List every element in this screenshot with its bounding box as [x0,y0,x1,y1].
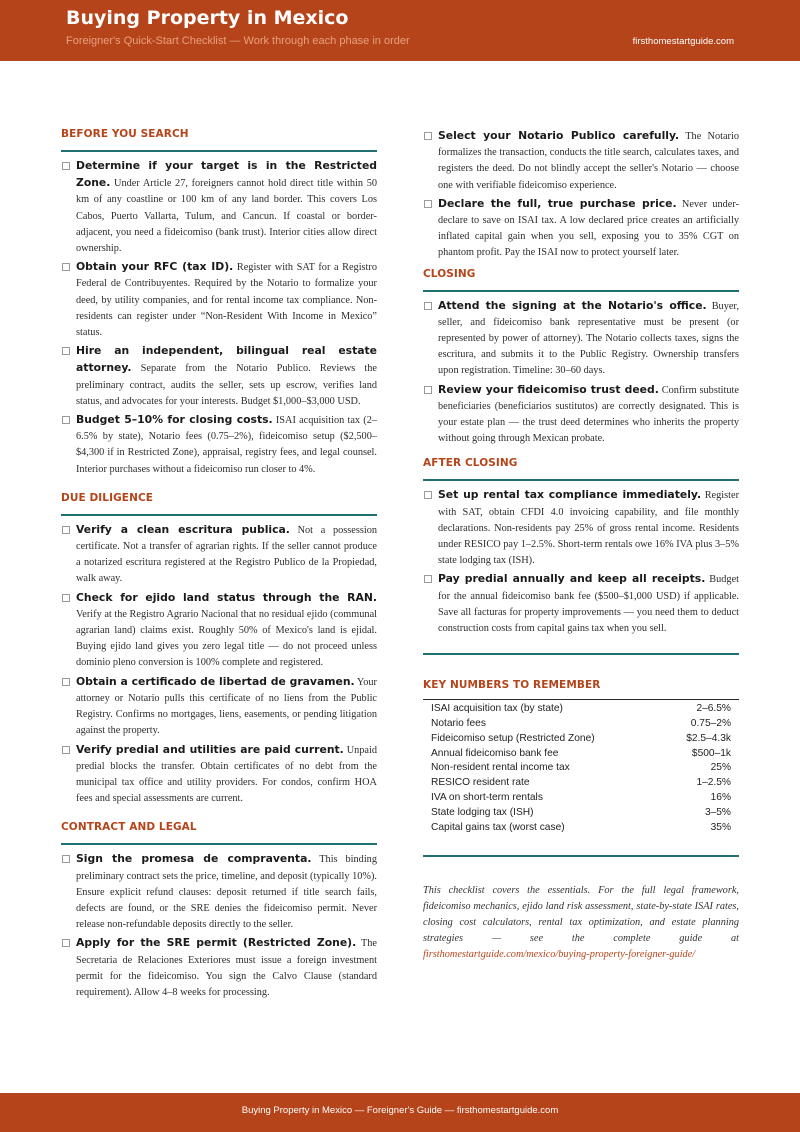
checklist-item [423,382,739,448]
checklist-item [61,412,377,478]
checklist-item-body: Your attorney or Notario pulls this certificate of no liens from the Public Registry. Confirms no mortgages, liens, easements, or pending litigation against the property. [76,676,377,737]
checklist-item-title: Set up rental tax compliance immediately. [438,488,702,502]
checklist-contract-and-legal [61,851,377,1001]
checklist-item [61,259,377,341]
page-header [0,0,800,61]
page-title: Buying Property in Mexico [66,7,349,29]
checklist-item-body: Never under-declare to save on ISAI tax. A low declared price creates an artificially inflated capital gain when you sell, exposing you to 35% CGT on phantom profit. Pay the ISAI now to protect yourself later. [438,198,740,259]
key-number-row [423,806,739,821]
key-number-value: 3–5% [704,806,731,818]
closing-note-text: This checklist covers the essentials. For the full legal framework, fideicomiso mechanics, ejido land risk assessment, state-by-state ISAI rates, closing cost calculators, rental tax optimization, and estate planning strategies — see the complete guide at [423,885,739,945]
checklist-item [61,935,377,1001]
checklist-after-closing [423,487,739,637]
checklist-item-title: Verify predial and utilities are paid current. [76,742,344,756]
section-heading-contract-and-legal: CONTRACT AND LEGAL [61,821,197,834]
checklist-item-body: Separate from the Notario Publico. Reviews the preliminary contract, audits the seller, sets up escrow, verifies land status, and advocates for your interests. Budget $1,000–$3,000 USD. [76,363,377,407]
checkbox[interactable] [62,746,70,754]
key-number-label: ISAI acquisition tax (by state) [431,703,563,715]
checklist-item-body: Buyer, seller, and fideicomiso bank representative must be present (or represented by power of attorney). The Notario collects taxes, signs the escritura, and submits it to the Public Registry. Ownership transfers upon registration. Timeline: 30–60 days. [438,300,740,377]
section-divider [423,479,739,481]
checkbox[interactable] [62,594,70,602]
checkbox[interactable] [424,302,432,310]
checklist-due-diligence [61,522,377,807]
section-divider [61,150,377,152]
key-number-row [423,791,739,806]
right-column [423,128,739,963]
checkbox[interactable] [62,939,70,947]
checklist-item [61,590,377,672]
checklist-item-body: Unpaid predial blocks the transfer. Obtain certificates of no debt from the municipal tax office and utility providers. For condos, confirm HOA fees and special assessments are current. [76,744,378,805]
checklist-before-you-search [61,158,377,478]
checklist-item-body: This binding preliminary contract sets the price, timeline, and deposit (typically 10%). Ensure explicit refund clauses: deposit returned if title search fails, defects are found, or the SRE denies the fideicomiso permit. Never release non-refundable deposits directly to the seller. [76,854,377,931]
checklist-item [61,851,377,933]
key-number-row [423,761,739,776]
key-number-value: 25% [710,762,731,774]
section-heading-after-closing: AFTER CLOSING [423,457,518,470]
section-divider [61,843,377,845]
checklist-item [423,487,739,569]
key-number-value: $500–1k [691,747,731,759]
checklist-item-title: Check for ejido land status through the RAN. [76,590,377,604]
checklist-item-title: Review your fideicomiso trust deed. [438,382,659,396]
page-footer [0,1093,800,1132]
checklist-item-body: Confirm substitute beneficiaries (beneficiarios sustitutos) are correctly designated. This is your estate plan — the trust deed determines who inherits the property without going through Mexican probate. [438,384,739,445]
checklist-item-title: Verify a clean escritura publica. [76,522,290,536]
closing-note [423,883,739,963]
key-number-value: 1–2.5% [696,777,731,789]
checklist-closing [423,298,739,448]
checklist-item [61,343,377,410]
checkbox[interactable] [62,678,70,686]
checkbox[interactable] [62,526,70,534]
checklist-item [423,298,739,380]
checklist-item-title: Attend the signing at the Notario's office. [438,298,707,312]
checklist-item-title: Sign the promesa de compraventa. [76,852,312,866]
section-heading-closing: CLOSING [423,267,476,280]
checklist-item [423,128,739,194]
key-number-row [423,732,739,747]
key-number-value: $2.5–4.3k [686,732,731,744]
checklist-item-title: Determine if your target is in the Restricted Zone. [76,159,377,190]
key-number-row [423,776,739,791]
guide-link[interactable]: firsthomestartguide.com/mexico/buying-property-foreigner-guide/ [423,949,696,961]
key-number-row [423,702,739,717]
checklist-item-title: Apply for the SRE permit (Restricted Zone). [76,936,357,950]
checklist-item-body: Under Article 27, foreigners cannot hold direct title within 50 km of any coastline or 100 km of any land border. This covers Los Cabos, Puerto Vallarta, Tulum, and Cancun. If coastal or border-adjacent, you need a fideicomiso (bank trust). Interior cities allow direct ownership. [76,178,377,255]
checklist-item-title: Hire an independent, bilingual real estate attorney. [76,344,377,375]
checkbox[interactable] [62,162,70,170]
checklist-item [61,674,377,740]
checklist-item-title: Pay predial annually and keep all receipts. [438,572,706,586]
checklist-item-body: ISAI acquisition tax (2–6.5% by state), Notario fees (0.75–2%), fideicomiso setup ($2,500–$4,300 if in Restricted Zone), appraisal, registry fees, and legal counsel. Interior purchases without a fideicomiso run closer to 4%. [76,415,378,475]
checkbox[interactable] [424,575,432,583]
checklist-item-body: The Notario formalizes the transaction, conducts the title search, calculates taxes, and registers the deed. Do not blindly accept the seller's Notario — choose one with verifiable fideicomiso experience. [438,131,739,191]
checklist-item [61,158,377,257]
key-number-label: RESICO resident rate [431,777,530,789]
key-number-value: 16% [710,792,731,804]
key-number-value: 0.75–2% [690,718,731,730]
key-number-label: IVA on short-term rentals [431,792,543,804]
key-number-label: Notario fees [431,718,486,730]
key-number-row [423,821,739,836]
key-number-label: Annual fideicomiso bank fee [431,747,559,759]
checkbox[interactable] [424,491,432,499]
key-number-value: 35% [710,821,731,833]
checklist-item [61,522,377,588]
checklist-item-body: Not a possession certificate. Not a transfer of agrarian rights. If the seller cannot produce a notarized escritura registered at the Registro Publico de la Propiedad, walk away. [76,524,377,585]
checklist-item-title: Declare the full, true purchase price. [438,196,677,210]
section-heading-due-diligence: DUE DILIGENCE [61,491,154,504]
footer-text: Buying Property in Mexico — Foreigner's Guide — firsthomestartguide.com [241,1105,559,1116]
checklist-item-title: Obtain your RFC (tax ID). [76,260,234,274]
header-site-link[interactable]: firsthomestartguide.com [632,36,734,47]
checkbox[interactable] [62,416,70,424]
key-number-value: 2–6.5% [696,703,731,715]
key-numbers-heading: KEY NUMBERS TO REMEMBER [423,679,601,692]
section-heading-before-you-search: BEFORE YOU SEARCH [61,128,189,140]
left-column [61,128,377,1003]
section-divider [61,514,377,516]
checklist-item-body: Verify at the Registro Agrario Nacional that no residual ejido (communal agrarian land) claims exist. Roughly 50% of Mexico's land is ejidal. Buying ejido land gives you zero legal title — do not proceed unless dominio pleno conversion is 100% complete and registered. [76,608,377,669]
section-divider [423,290,739,292]
page-subtitle: Foreigner's Quick-Start Checklist — Work through each phase in order [66,35,410,47]
checklist-item-body: Register with SAT, obtain CFDI 4.0 invoicing capability, and file monthly declarations. Non-residents pay 25% of gross rental income. Residents under RESICO pay 1–2.5%. Short-term rentals owe 16% IVA plus 3–5% state lodging tax (ISH). [438,490,740,567]
checkbox[interactable] [62,855,70,863]
key-number-label: Non-resident rental income tax [431,762,570,774]
key-number-label: Fideicomiso setup (Restricted Zone) [431,732,595,744]
key-number-label: Capital gains tax (worst case) [431,821,565,833]
checklist-item [423,196,739,262]
key-numbers-rule [423,699,739,700]
checklist-item [423,571,739,637]
checklist-item-body: Register with SAT for a Registro Federal de Contribuyentes. Required by the Notario to formalize your deed, by utility companies, and for rental income tax compliance. Non-residents can register under “Non-Resident With Income in Mexico” status. [76,262,377,339]
key-number-row [423,717,739,732]
key-number-label: State lodging tax (ISH) [431,806,534,818]
checkbox[interactable] [424,132,432,140]
checklist-item-title: Obtain a certificado de libertad de gravamen. [76,674,355,688]
checkbox[interactable] [424,386,432,394]
checklist-item-title: Budget 5–10% for closing costs. [76,413,273,427]
checkbox[interactable] [424,200,432,208]
checkbox[interactable] [62,263,70,271]
key-number-row [423,747,739,762]
checklist-item [61,742,377,808]
checklist-contract-and-legal-continued [423,128,739,262]
checklist-item-body: The Secretaria de Relaciones Exteriores must issue a foreign investment permit for the fideicomiso. You sign the Calvo Clause (standard requirement). Allow 4–8 weeks for processing. [76,938,377,998]
checklist-item-body: Budget for the annual fideicomiso bank fee ($500–$1,000 USD) if applicable. Save all facturas for property improvements — you need them to deduct construction costs from capital gains tax when you sell. [438,574,739,635]
checklist-item-title: Select your Notario Publico carefully. [438,129,680,142]
key-numbers-table [423,702,739,835]
checkbox[interactable] [62,347,70,355]
